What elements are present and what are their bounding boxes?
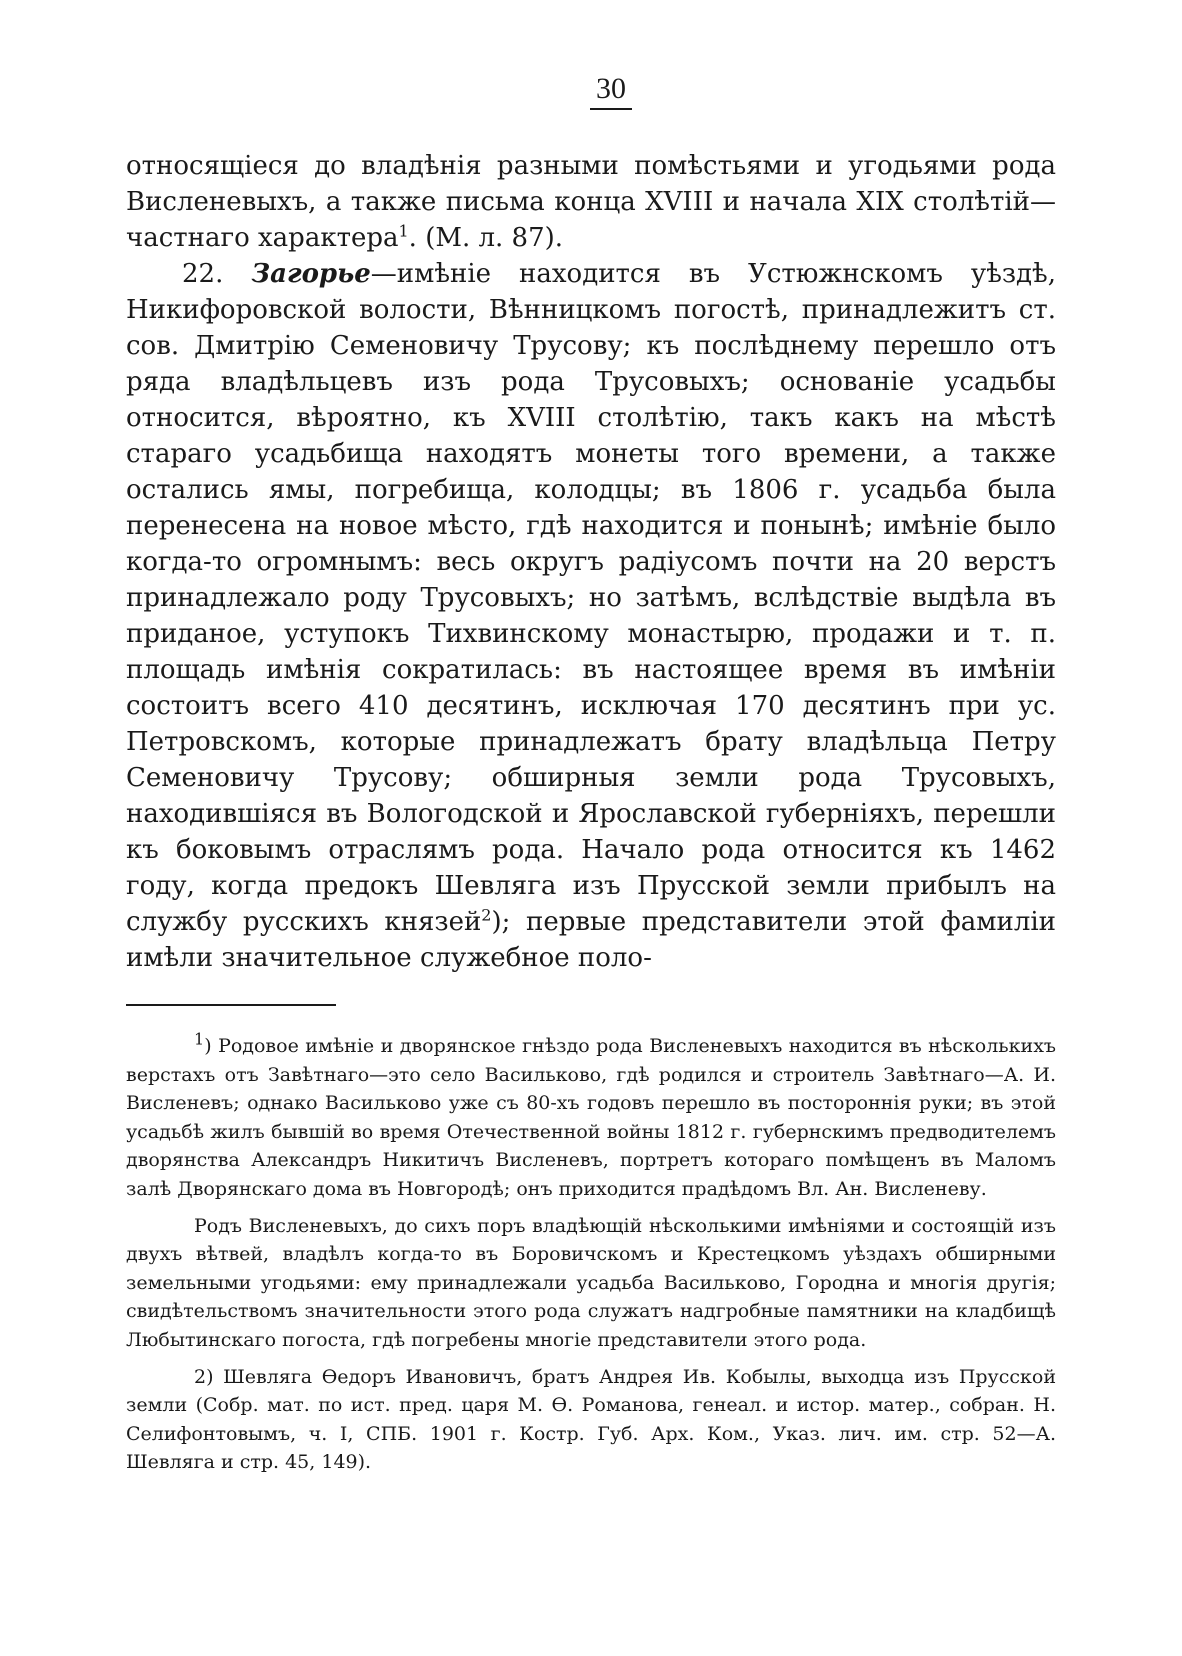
main-text bbox=[126, 148, 1056, 976]
footnote-2: 2) Шевляга Ѳедоръ Ивановичъ, братъ Андрея Ив. Кобылы, выходца изъ Прусской земли (Собр. мат. по ист. пред. царя М. Ѳ. Романова, генеал. и истор. матер., собран. Н. Селифонтовымъ, ч. I, СПБ. 1901 г. Костр. Губ. Арх. Ком., Указ. лич. им. стр. 52—А. Шевляга и стр. 45, 149). bbox=[126, 1365, 1056, 1474]
footnote-separator bbox=[126, 1004, 336, 1006]
footnotes bbox=[126, 1029, 1056, 1485]
footnote-ref-1: 1 bbox=[398, 221, 409, 241]
entry-number: 22. bbox=[182, 259, 224, 289]
footnote-1-text: ) Родовое имѣніе и дворянское гнѣздо рода Висленевыхъ находится въ нѣсколькихъ верстахъ отъ Завѣтнаго—это село Васильково, гдѣ родился и строитель Завѣтнаго—А. И. Висленевъ; однако Васильково уже съ 80-хъ годовъ перешло въ постороннія руки; въ этой усадьбѣ жилъ бывшій во время Отечественной войны 1812 г. губернскимъ предводителемъ дворянства Александръ Никитичъ Висленевъ, портретъ котораго помѣщенъ въ Маломъ залѣ Дворянскаго дома въ Новгородѣ; онъ приходится прадѣдомъ Вл. Ан. Висленеву. bbox=[126, 1035, 1056, 1200]
paragraph-tail: . (М. л. 87). bbox=[408, 223, 564, 253]
footnote-1-mark: 1 bbox=[194, 1029, 205, 1049]
entry-text: —имѣніе находится въ Устюжнскомъ уѣздѣ, Никифоровской волости, Вѣнницкомъ погостѣ, принадлежитъ ст. сов. Дмитрію Семеновичу Трусову; къ послѣднему перешло отъ ряда владѣльцевъ изъ рода Трусовыхъ; основаніе усадьбы относится, вѣроятно, къ XVIII столѣтію, такъ какъ на мѣстѣ стараго усадьбища находятъ монеты того времени, а также остались ямы, погребища, колодцы; въ 1806 г. усадьба была перенесена на новое мѣсто, гдѣ находится и понынѣ; имѣніе было когда-то огромнымъ: весь округъ радіусомъ почти на 20 верстъ принадлежало роду Трусовыхъ; но затѣмъ, вслѣдствіе выдѣла въ приданое, уступокъ Тихвинскому монастырю, продажи и т. п. площадь имѣнія сократилась: въ настоящее время въ имѣніи состоитъ всего 410 десятинъ, исключая 170 десятинъ при ус. Петровскомъ, которые принадлежатъ брату владѣльца Петру Семеновичу Трусову; обширныя земли рода Трусовыхъ, находившіяся въ Вологодской и Ярославской губерніяхъ, перешли къ боковымъ отраслямъ рода. Начало рода относится къ 1462 году, когда предокъ Шевляга изъ Прусской земли прибылъ на службу русскихъ князей bbox=[126, 259, 1056, 937]
page-number: 30 bbox=[590, 72, 632, 110]
page-header bbox=[0, 72, 1182, 110]
entry-tail: ); первые представители этой фамиліи имѣли значительное служебное поло- bbox=[126, 907, 1056, 973]
footnote-1 bbox=[126, 1029, 1056, 1204]
paragraph-entry-22 bbox=[126, 256, 1056, 976]
paragraph-text: относящіеся до владѣнія разными помѣстьями и угодьями рода Висленевыхъ, а также письма конца XVIII и начала XIX столѣтій—частнаго характера bbox=[126, 151, 1056, 253]
footnote-1-continuation: Родъ Висленевыхъ, до сихъ поръ владѣющій нѣсколькими имѣніями и состоящій изъ двухъ вѣтвей, владѣлъ когда-то въ Боровичскомъ и Крестецкомъ уѣздахъ обширными земельными угодьями: ему принадлежали усадьба Васильково, Городна и многія другія; свидѣтельствомъ значительности этого рода служатъ надгробные памятники на кладбищѣ Любытинскаго погоста, гдѣ погребены многіе представители этого рода. bbox=[126, 1214, 1056, 1351]
entry-heading: Загорье bbox=[251, 259, 371, 289]
paragraph-continuation bbox=[126, 148, 1056, 256]
footnote-ref-2: 2 bbox=[481, 905, 492, 925]
